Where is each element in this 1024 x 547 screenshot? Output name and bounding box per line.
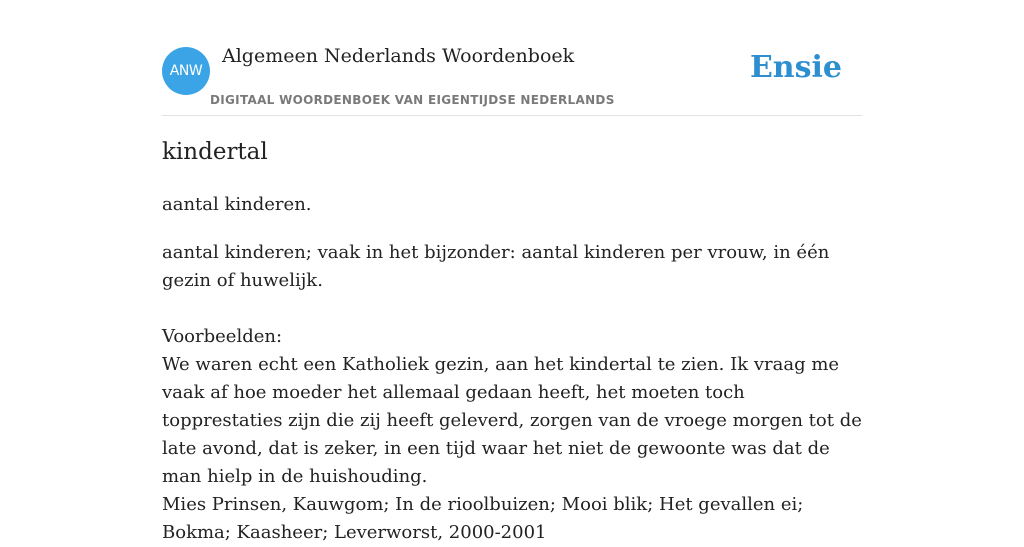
anw-logo[interactable]: ANW: [162, 47, 210, 95]
examples-section: [162, 323, 864, 547]
long-definition: aantal kinderen; vaak in het bijzonder: aantal kinderen per vrouw, in één gezin of huwelijk.: [162, 242, 830, 291]
example-text: We waren echt een Katholiek gezin, aan het kindertal te zien. Ik vraag me vaak af hoe moeder het allemaal gedaan heeft, het moeten toch topprestaties zijn die zij heeft geleverd, zorgen van de vroege morgen tot de late avond, dat is zeker, in een tijd waar het niet de gewoonte was dat de man hielp in de huishouding.: [162, 354, 862, 487]
example-source: Mies Prinsen, Kauwgom; In de rioolbuizen; Mooi blik; Het gevallen ei; Bokma; Kaasheer; Leverworst, 2000-2001: [162, 494, 804, 543]
site-title[interactable]: Algemeen Nederlands Woordenboek: [222, 45, 575, 67]
examples-label: Voorbeelden:: [162, 326, 283, 347]
short-definition: aantal kinderen.: [162, 194, 312, 215]
headword: kindertal: [162, 139, 268, 165]
ensie-brand-link[interactable]: Ensie: [749, 50, 842, 85]
content-container: [162, 0, 862, 543]
site-header: [162, 0, 862, 116]
site-subtitle: DIGITAAL WOORDENBOEK VAN EIGENTIJDSE NEDERLANDS: [210, 93, 615, 107]
